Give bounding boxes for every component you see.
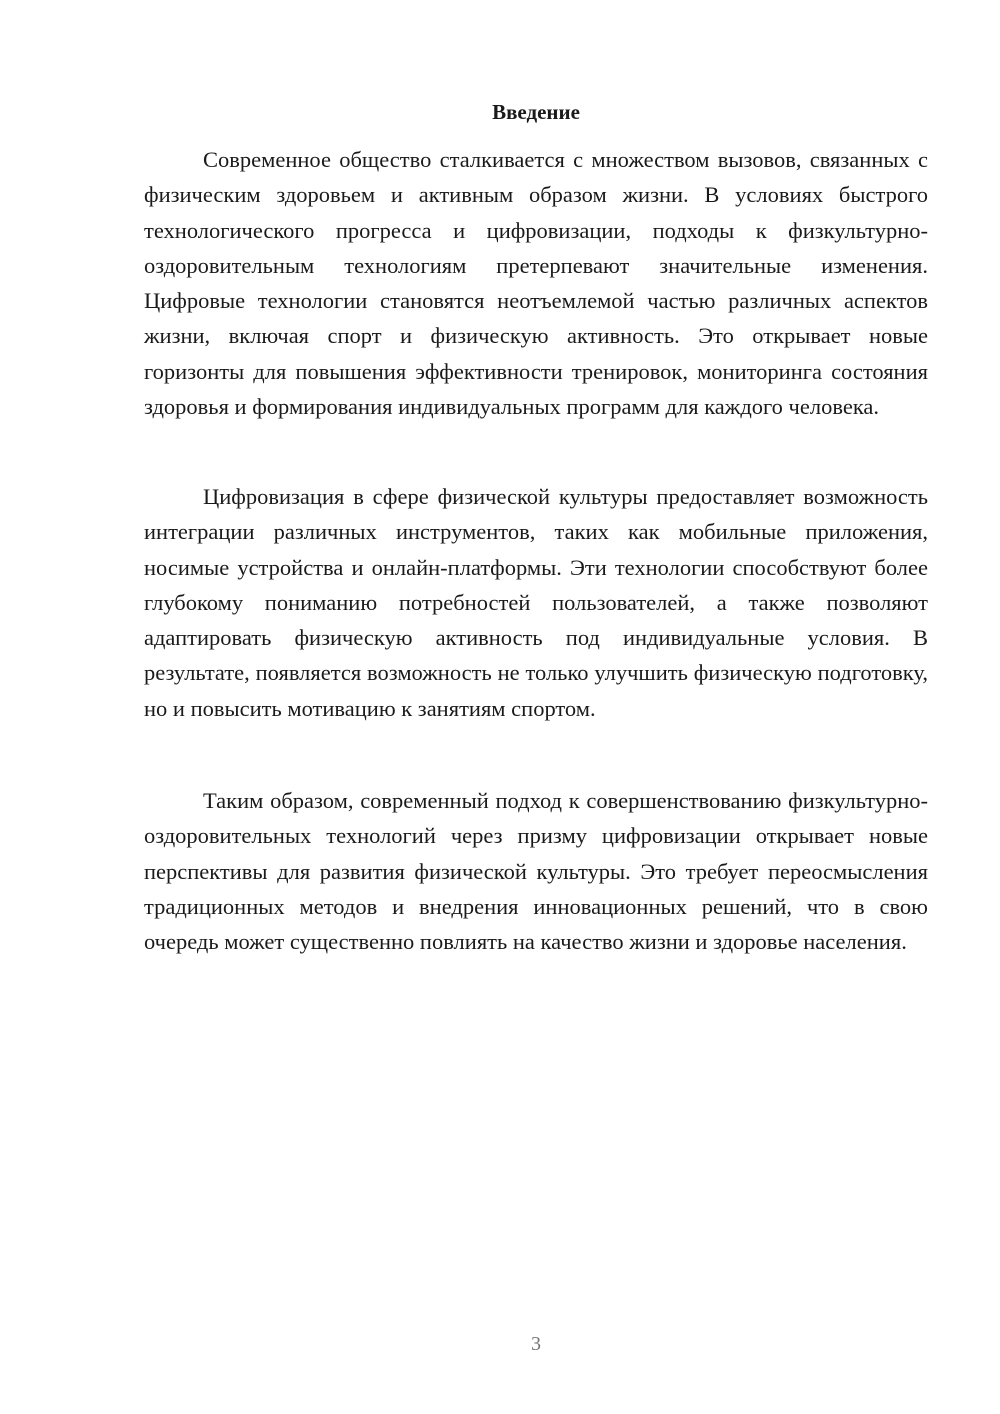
document-page: [144, 0, 928, 1414]
paragraph-2: Цифровизация в сфере физической культуры предоставляет возможность интеграции различных инструментов, таких как мобильные приложения, носимые устройства и онлайн-платформы. Эти технологии способствуют более глубокому пониманию потребностей пользователей, а также позволяют адаптировать физическую активность под индивидуальные условия. В результате, появляется возможность не только улучшить физическую подготовку, но и повысить мотивацию к занятиям спортом.: [144, 484, 928, 721]
paragraph-1: Современное общество сталкивается с множеством вызовов, связанных с физическим здоровьем и активным образом жизни. В условиях быстрого технологического прогресса и цифровизации, подходы к физкультурно-оздоровительным технологиям претерпевают значительные изменения. Цифровые технологии становятся неотъемлемой частью различных аспектов жизни, включая спорт и физическую активность. Это открывает новые горизонты для повышения эффективности тренировок, мониторинга состояния здоровья и формирования индивидуальных программ для каждого человека.: [144, 147, 928, 420]
page-number: 3: [531, 1333, 541, 1355]
section-heading: Введение: [492, 100, 580, 124]
paragraph-3: Таким образом, современный подход к совершенствованию физкультурно-оздоровительных технологий через призму цифровизации открывает новые перспективы для развития физической культуры. Это требует переосмысления традиционных методов и внедрения инновационных решений, что в свою очередь может существенно повлиять на качество жизни и здоровье населения.: [144, 788, 928, 955]
